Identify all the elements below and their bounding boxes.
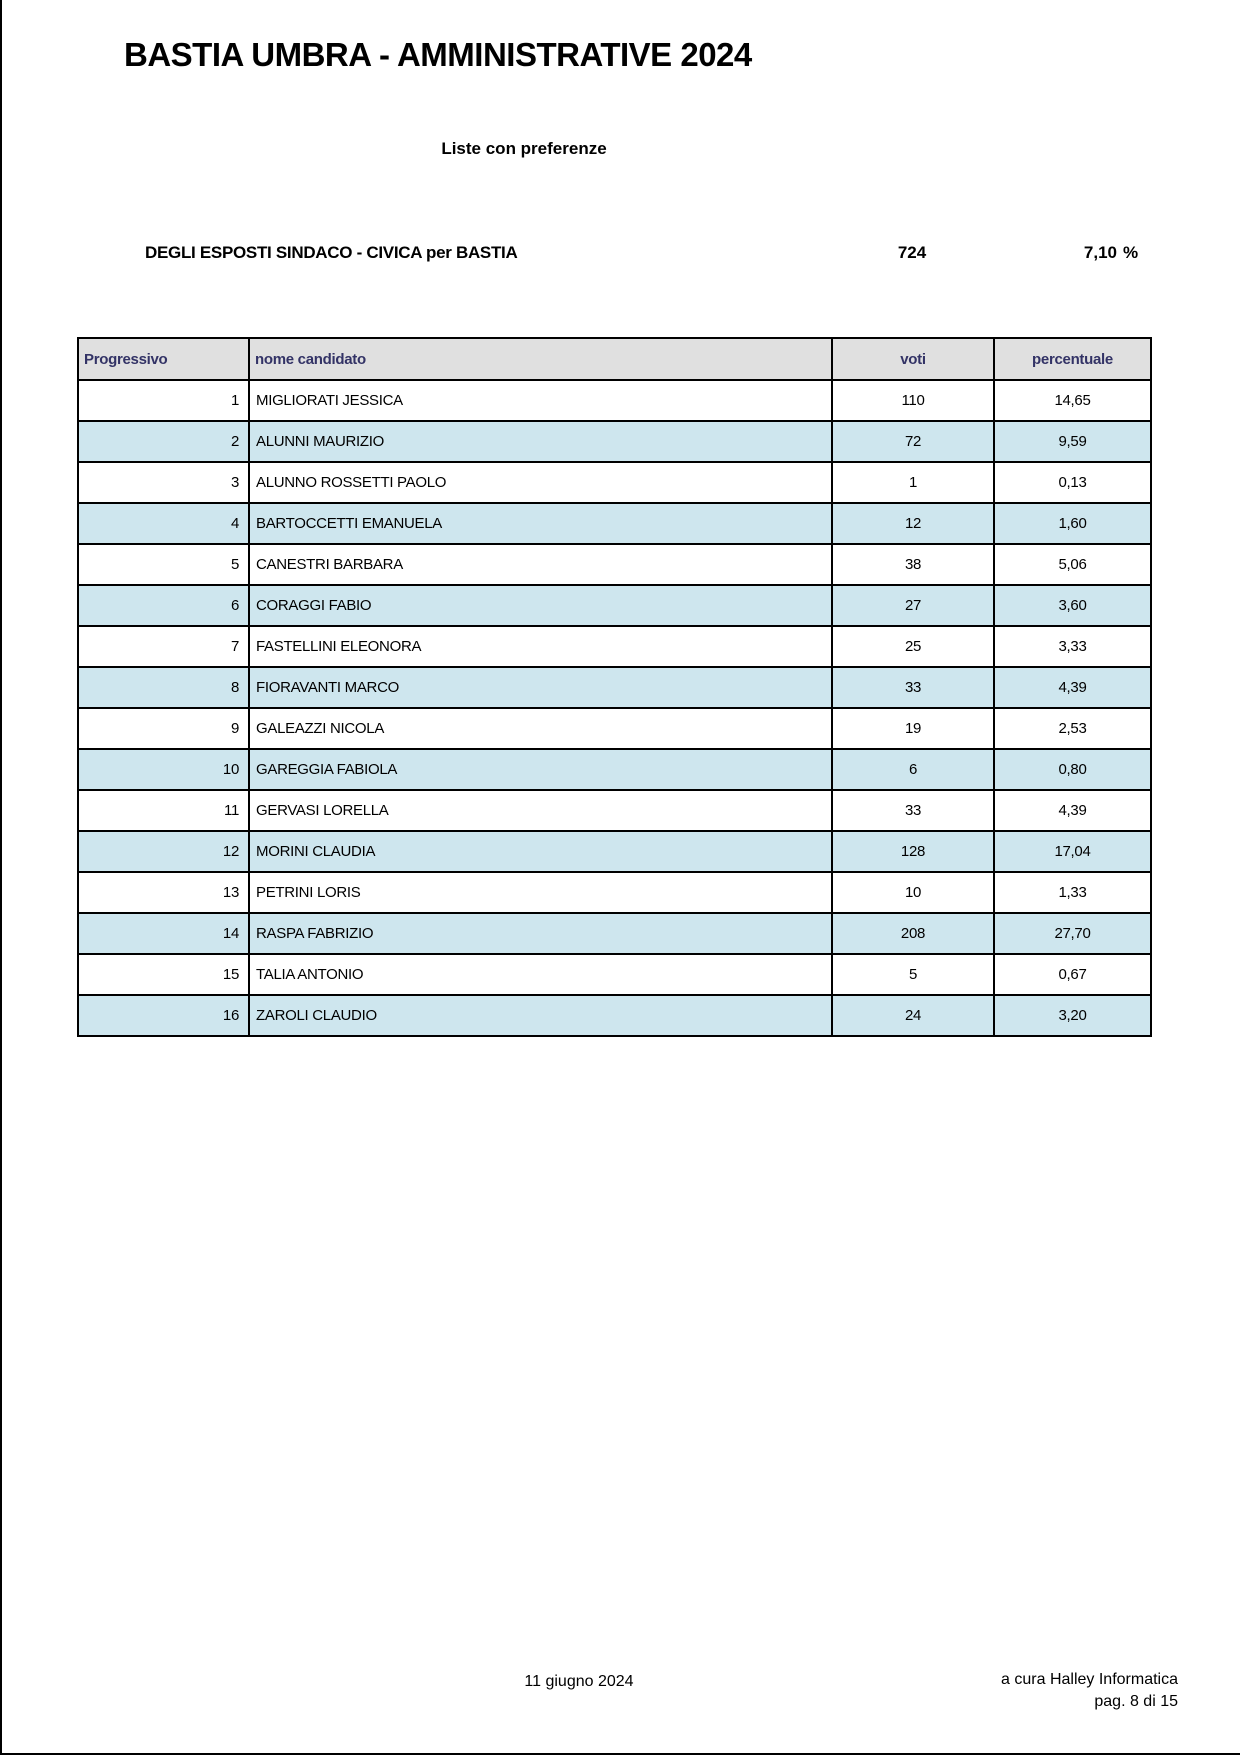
- cell-progressivo: 16: [78, 995, 249, 1036]
- table-row: [78, 626, 1151, 667]
- table-row: [78, 380, 1151, 421]
- col-header-percentuale: percentuale: [994, 338, 1151, 380]
- cell-percentuale: 5,06: [994, 544, 1151, 585]
- cell-percentuale: 2,53: [994, 708, 1151, 749]
- cell-progressivo: 6: [78, 585, 249, 626]
- percent-symbol: %: [1123, 243, 1139, 262]
- table-row: [78, 872, 1151, 913]
- table-row: [78, 503, 1151, 544]
- cell-candidate-name: BARTOCCETTI EMANUELA: [249, 503, 832, 544]
- cell-progressivo: 3: [78, 462, 249, 503]
- cell-percentuale: 1,33: [994, 872, 1151, 913]
- cell-candidate-name: CORAGGI FABIO: [249, 585, 832, 626]
- cell-candidate-name: RASPA FABRIZIO: [249, 913, 832, 954]
- cell-percentuale: 9,59: [994, 421, 1151, 462]
- cell-voti: 5: [832, 954, 994, 995]
- table-row: [78, 544, 1151, 585]
- cell-voti: 10: [832, 872, 994, 913]
- cell-candidate-name: MORINI CLAUDIA: [249, 831, 832, 872]
- cell-candidate-name: ALUNNO ROSSETTI PAOLO: [249, 462, 832, 503]
- cell-percentuale: 14,65: [994, 380, 1151, 421]
- cell-percentuale: 0,13: [994, 462, 1151, 503]
- cell-candidate-name: GALEAZZI NICOLA: [249, 708, 832, 749]
- cell-candidate-name: GERVASI LORELLA: [249, 790, 832, 831]
- cell-percentuale: 3,20: [994, 995, 1151, 1036]
- cell-candidate-name: ZAROLI CLAUDIO: [249, 995, 832, 1036]
- list-summary: [2, 243, 1240, 267]
- cell-percentuale: 4,39: [994, 667, 1151, 708]
- cell-voti: 6: [832, 749, 994, 790]
- cell-progressivo: 9: [78, 708, 249, 749]
- col-header-nome-candidato: nome candidato: [249, 338, 832, 380]
- table-row: [78, 421, 1151, 462]
- cell-progressivo: 1: [78, 380, 249, 421]
- table-row: [78, 585, 1151, 626]
- table-row: [78, 462, 1151, 503]
- cell-voti: 110: [832, 380, 994, 421]
- preferences-table: [77, 337, 1152, 1037]
- list-total-votes: 724: [897, 243, 927, 262]
- cell-voti: 12: [832, 503, 994, 544]
- col-header-progressivo: Progressivo: [78, 338, 249, 380]
- cell-voti: 38: [832, 544, 994, 585]
- cell-percentuale: 4,39: [994, 790, 1151, 831]
- cell-percentuale: 0,67: [994, 954, 1151, 995]
- cell-voti: 24: [832, 995, 994, 1036]
- cell-voti: 128: [832, 831, 994, 872]
- table-row: [78, 790, 1151, 831]
- table-row: [78, 913, 1151, 954]
- cell-voti: 19: [832, 708, 994, 749]
- cell-candidate-name: MIGLIORATI JESSICA: [249, 380, 832, 421]
- cell-voti: 25: [832, 626, 994, 667]
- cell-percentuale: 27,70: [994, 913, 1151, 954]
- cell-progressivo: 13: [78, 872, 249, 913]
- table-row: [78, 749, 1151, 790]
- cell-percentuale: 3,60: [994, 585, 1151, 626]
- cell-voti: 27: [832, 585, 994, 626]
- footer-page-number: pag. 8 di 15: [1094, 1693, 1178, 1710]
- cell-progressivo: 5: [78, 544, 249, 585]
- cell-voti: 72: [832, 421, 994, 462]
- cell-candidate-name: TALIA ANTONIO: [249, 954, 832, 995]
- table-row: [78, 954, 1151, 995]
- table-header-row: [78, 338, 1151, 380]
- cell-candidate-name: PETRINI LORIS: [249, 872, 832, 913]
- cell-candidate-name: FASTELLINI ELEONORA: [249, 626, 832, 667]
- cell-progressivo: 8: [78, 667, 249, 708]
- cell-percentuale: 3,33: [994, 626, 1151, 667]
- cell-voti: 1: [832, 462, 994, 503]
- cell-progressivo: 15: [78, 954, 249, 995]
- cell-candidate-name: CANESTRI BARBARA: [249, 544, 832, 585]
- list-name: DEGLI ESPOSTI SINDACO - CIVICA per BASTIA: [145, 243, 518, 262]
- table-row: [78, 708, 1151, 749]
- cell-percentuale: 0,80: [994, 749, 1151, 790]
- cell-percentuale: 1,60: [994, 503, 1151, 544]
- cell-progressivo: 2: [78, 421, 249, 462]
- table-row: [78, 831, 1151, 872]
- cell-progressivo: 12: [78, 831, 249, 872]
- page-title: BASTIA UMBRA - AMMINISTRATIVE 2024: [124, 36, 752, 73]
- cell-voti: 33: [832, 790, 994, 831]
- cell-progressivo: 14: [78, 913, 249, 954]
- cell-progressivo: 7: [78, 626, 249, 667]
- cell-voti: 208: [832, 913, 994, 954]
- cell-candidate-name: GAREGGIA FABIOLA: [249, 749, 832, 790]
- cell-progressivo: 11: [78, 790, 249, 831]
- list-total-percent: 7,10: [1083, 243, 1117, 262]
- footer-credit: a cura Halley Informatica: [1001, 1671, 1178, 1688]
- cell-percentuale: 17,04: [994, 831, 1151, 872]
- cell-voti: 33: [832, 667, 994, 708]
- table-row: [78, 667, 1151, 708]
- cell-candidate-name: FIORAVANTI MARCO: [249, 667, 832, 708]
- footer-date: 11 giugno 2024: [524, 1673, 634, 1690]
- col-header-voti: voti: [832, 338, 994, 380]
- cell-candidate-name: ALUNNI MAURIZIO: [249, 421, 832, 462]
- cell-progressivo: 4: [78, 503, 249, 544]
- table-row: [78, 995, 1151, 1036]
- cell-progressivo: 10: [78, 749, 249, 790]
- page-subtitle: Liste con preferenze: [441, 139, 607, 158]
